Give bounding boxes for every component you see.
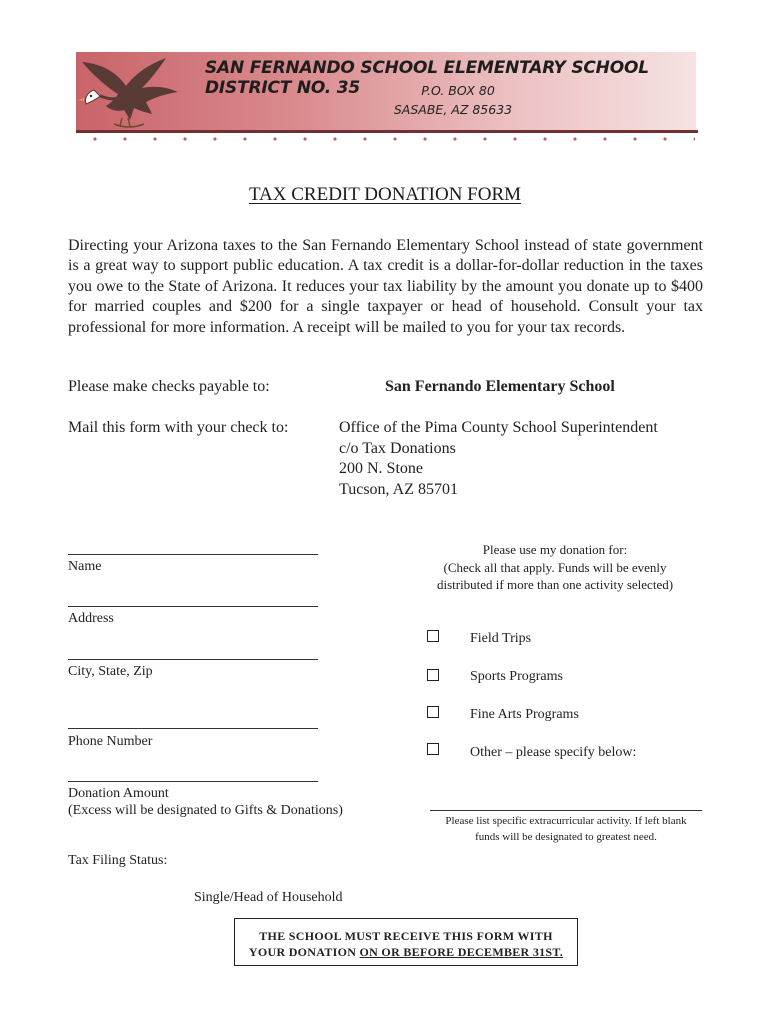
donation-amount-input-line[interactable]	[68, 781, 318, 782]
donation-amount-label: Donation Amount	[68, 786, 169, 801]
activities-intro: Please use my donation for: (Check all that apply. Funds will be evenly distributed if more than one activity selected)	[436, 542, 674, 592]
fine-arts-checkbox[interactable]	[427, 706, 439, 718]
tax-filing-status-label: Tax Filing Status:	[68, 853, 168, 868]
other-label: Other – please specify below:	[470, 745, 637, 760]
mail-label: Mail this form with your check to:	[68, 419, 289, 436]
deadline-notice: THE SCHOOL MUST RECEIVE THIS FORM WITH YOUR DONATION ON OR BEFORE DECEMBER 31ST.	[234, 918, 578, 966]
district-name: SAN FERNANDO SCHOOL ELEMENTARY SCHOOL DISTRICT NO. 35	[205, 58, 649, 98]
name-label: Name	[68, 559, 102, 574]
other-checkbox[interactable]	[427, 743, 439, 755]
payable-label: Please make checks payable to:	[68, 378, 270, 395]
name-input-line[interactable]	[68, 554, 318, 555]
sports-programs-label: Sports Programs	[470, 669, 563, 684]
eagle-logo-icon	[74, 52, 196, 132]
field-trips-label: Field Trips	[470, 631, 532, 646]
form-title: TAX CREDIT DONATION FORM	[248, 184, 522, 205]
payable-value: San Fernando Elementary School	[385, 378, 615, 395]
mail-address-line: 200 N. Stone	[339, 460, 423, 477]
intro-paragraph: Directing your Arizona taxes to the San Fernando Elementary School instead of state government is a great way to support public education. A tax credit is a dollar-for-dollar reduction in the taxes you owe to the State of Arizona. It reduces your tax liability by the amount you donate up to $400 for married couples and $200 for a single taxpayer or head of household. Consult your tax professional for more information. A receipt will be mailed to you for your tax records.	[68, 237, 703, 336]
mail-address-line: Tucson, AZ 85701	[339, 481, 458, 498]
field-trips-checkbox[interactable]	[427, 630, 439, 642]
other-specify-input-line[interactable]	[430, 810, 702, 811]
city-state-zip-input-line[interactable]	[68, 659, 318, 660]
filing-option-single[interactable]: Single/Head of Household	[194, 890, 343, 905]
phone-input-line[interactable]	[68, 728, 318, 729]
address-label: Address	[68, 611, 114, 626]
sports-programs-checkbox[interactable]	[427, 669, 439, 681]
district-city: SASABE, AZ 85633	[393, 102, 513, 117]
address-input-line[interactable]	[68, 606, 318, 607]
donation-amount-note: (Excess will be designated to Gifts & Donations)	[68, 803, 343, 818]
fine-arts-label: Fine Arts Programs	[470, 707, 579, 722]
specify-note: Please list specific extracurricular activity. If left blank funds will be designated to greatest need.	[445, 815, 687, 843]
city-state-zip-label: City, State, Zip	[68, 664, 153, 679]
phone-label: Phone Number	[68, 734, 153, 749]
header-dots	[80, 135, 695, 143]
mail-address-line: Office of the Pima County School Superintendent	[339, 419, 658, 436]
mail-address-line: c/o Tax Donations	[339, 440, 456, 457]
po-box: P.O. BOX 80	[421, 83, 495, 98]
